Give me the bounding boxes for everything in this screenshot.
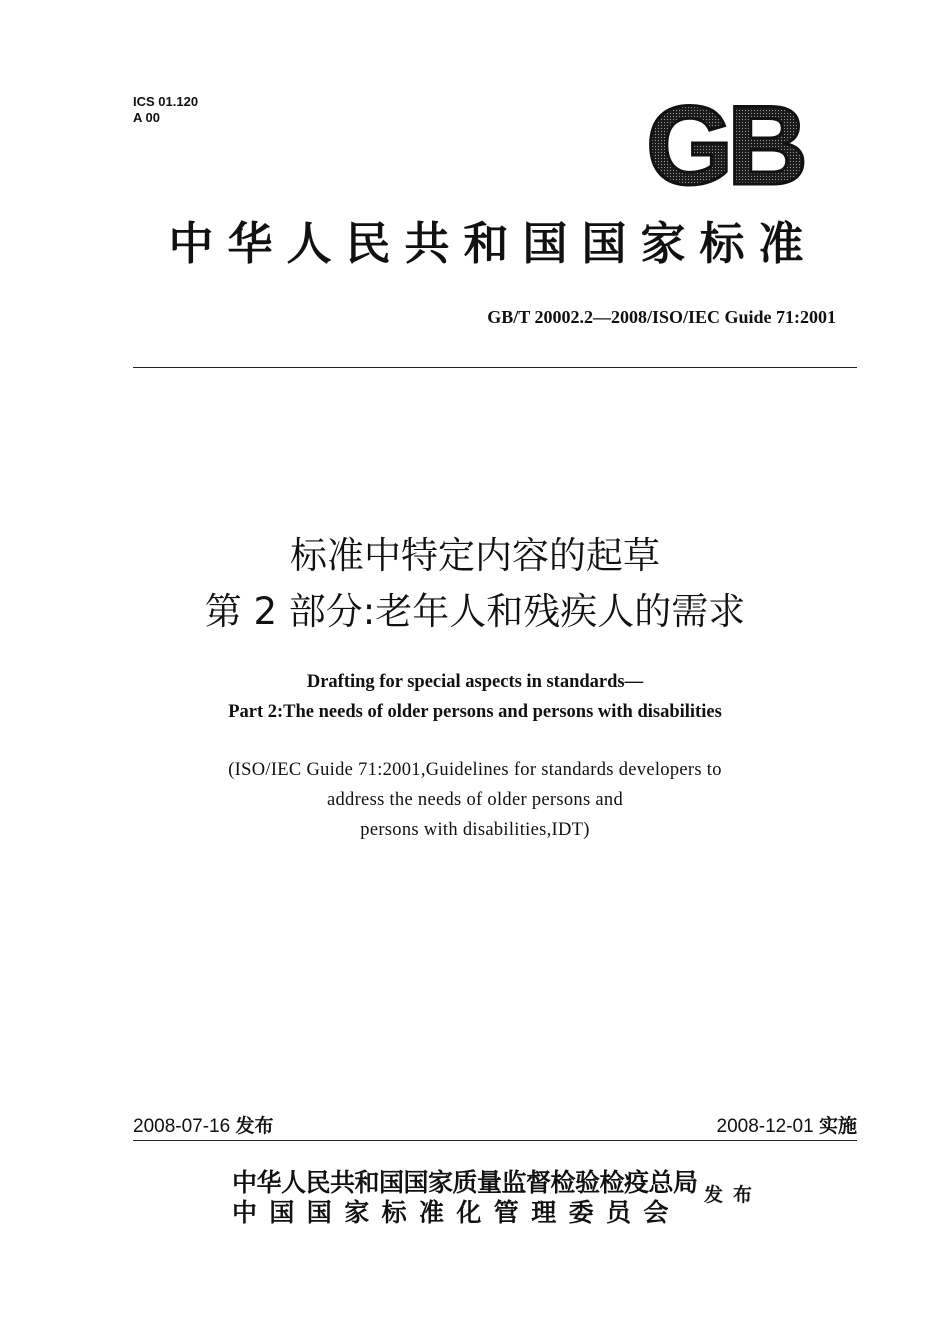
issue-date-value: 2008-07-16	[133, 1116, 231, 1137]
header-divider	[133, 367, 857, 368]
gb-logo	[636, 100, 812, 192]
equivalence-line-1: (ISO/IEC Guide 71:2001,Guidelines for standards developers to	[228, 760, 722, 780]
footer-divider	[133, 1140, 857, 1141]
ics-code: ICS 01.120	[133, 94, 199, 109]
english-title-line-2: Part 2:The needs of older persons and persons with disabilities	[228, 702, 722, 722]
equivalence-line-3: persons with disabilities,IDT)	[360, 820, 590, 840]
authority-aqsiq: 中华人民共和国国家质量监督检验检疫总局	[232, 1168, 698, 1197]
english-title-line-1: Drafting for special aspects in standards—	[306, 672, 644, 692]
issue-date	[133, 1114, 274, 1139]
implementation-date	[600, 1114, 857, 1139]
issue-label: 发布	[235, 1115, 274, 1137]
national-standard-title: 中华人民共和国国家标准	[168, 217, 818, 270]
gb-logo-text: GB	[646, 100, 802, 192]
chinese-title-line-2: 第 2 部分:老年人和残疾人的需求	[204, 590, 746, 633]
standard-number: GB/T 20002.2—2008/ISO/IEC Guide 71:2001	[487, 307, 836, 327]
implementation-date-value: 2008-12-01	[716, 1116, 814, 1137]
authority-sac: 中国国家标准化管理委员会	[232, 1198, 681, 1227]
publish-label: 发布	[704, 1184, 763, 1206]
equivalence-line-2: address the needs of older persons and	[326, 790, 623, 810]
chinese-title-line-1: 标准中特定内容的起草	[290, 534, 660, 577]
implementation-label: 实施	[818, 1115, 857, 1137]
classification-codes	[133, 94, 198, 126]
ccs-code: A 00	[133, 110, 160, 125]
